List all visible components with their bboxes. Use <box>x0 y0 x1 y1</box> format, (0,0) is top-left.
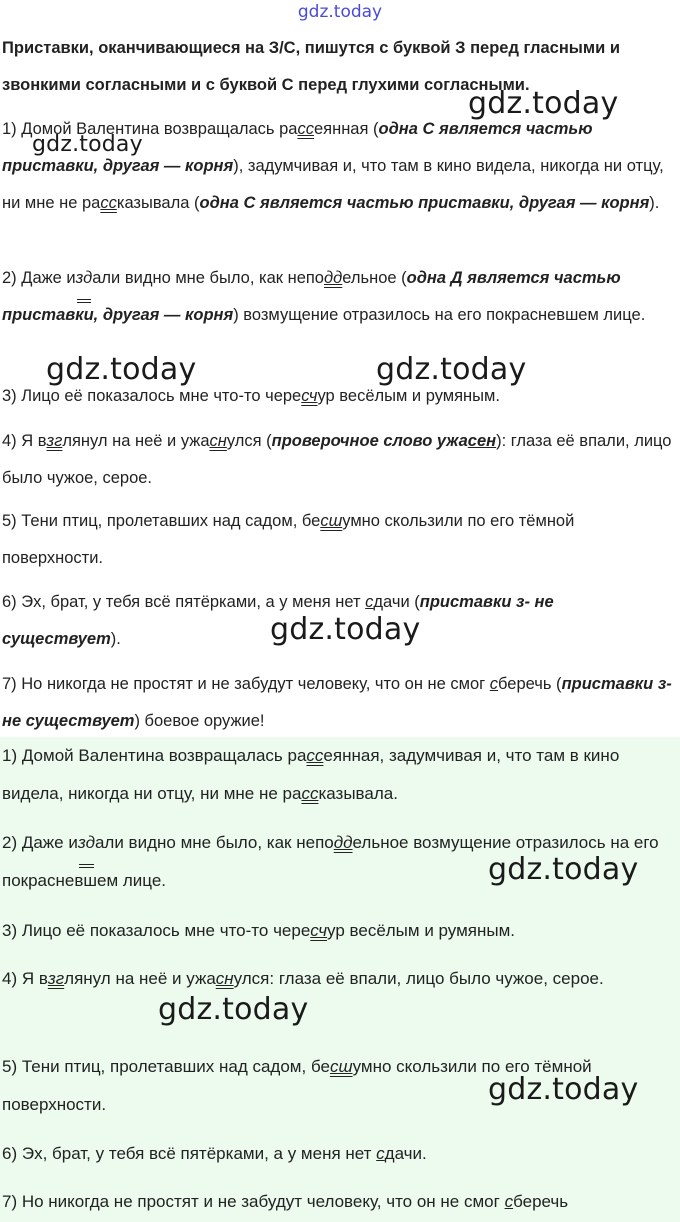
morpheme-mark: дд <box>333 833 353 852</box>
sentence-5-answer: 5) Тени птиц, пролетавших над садом, бесшумно скользили по его тёмной поверхности. <box>2 1057 592 1114</box>
morpheme-mark: сч <box>310 921 328 940</box>
sentence-7-explained: 7) Но никогда не простят и не забудут человеку, что он не смог сберечь (приставки з- не существует) боевое оружие! <box>2 675 672 730</box>
morpheme-mark: с <box>489 675 499 693</box>
explanation-note: приставки з- не существует <box>2 675 672 730</box>
morpheme-mark: сс <box>301 784 319 803</box>
morpheme-mark: сс <box>306 746 324 765</box>
morpheme-mark: сс <box>100 194 117 212</box>
morpheme-mark: сн <box>209 432 227 450</box>
morpheme-mark: дд <box>323 269 343 287</box>
morpheme-mark: сч <box>301 387 318 405</box>
sentence-3-answer: 3) Лицо её показалось мне что-то чересчур весёлым и румяным. <box>2 921 516 940</box>
sentence-4-answer: 4) Я взглянул на неё и ужаснулся: глаза её впали, лицо было чужое, серое. <box>2 969 604 988</box>
morpheme-mark: зг <box>46 432 63 450</box>
sentence-6-answer: 6) Эх, брат, у тебя всё пятёрками, а у меня нет сдачи. <box>2 1144 427 1163</box>
morpheme-mark: с <box>376 1144 385 1163</box>
sentence-7-answer: 7) Но никогда не простят и не забудут человеку, что он не смог сберечь <box>2 1192 569 1211</box>
sentence-1-explained: 1) Домой Валентина возвращалась рассеянная (одна С является частью приставки, другая — корня), задумчивая и, что там в кино видела, никогда ни отцу, ни мне не рассказывала (одна С является частью приставки, другая — корня). <box>2 120 664 212</box>
site-logo[interactable]: gdz.today <box>297 2 383 22</box>
sentence-5-explained: 5) Тени птиц, пролетавших над садом, бесшумно скользили по его тёмной поверхности. <box>2 512 575 567</box>
watermark: gdz.today <box>488 1072 639 1107</box>
rule-intro: Приставки, оканчивающиеся на З/С, пишутся с буквой З перед гласными и звонкими согласными и с буквой С перед глухими согласными. <box>2 39 620 94</box>
explanation-note: проверочное слово ужа <box>271 432 468 450</box>
watermark: gdz.today <box>468 86 619 121</box>
sentence-3-explained: 3) Лицо её показалось мне что-то чересчур весёлым и румяным. <box>2 387 500 405</box>
morpheme-mark: с <box>504 1192 514 1211</box>
watermark: gdz.today <box>46 352 197 387</box>
explanation-note: одна С является частью приставки, другая — корня <box>2 120 593 175</box>
sentence-2-explained: 2) Даже издали видно мне было, как неподдельное (одна Д является частью приставки, другая — корня) возмущение отразилось на его покрасневшем лице. <box>2 260 674 334</box>
explanation-note: приставки з- не существует <box>2 593 554 648</box>
morpheme-mark: сш <box>320 512 343 530</box>
morpheme-mark: сн <box>215 969 234 988</box>
sentence-4-explained: 4) Я взглянул на неё и ужаснулся (проверочное слово ужасен): глаза её впали, лицо было чужое, серое. <box>2 432 672 487</box>
sentence-2-answer: 2) Даже издали видно мне было, как неподдельное возмущение отразилось на его покрасневшем лице. <box>2 824 674 900</box>
morpheme-mark: сен <box>467 432 497 450</box>
watermark: gdz.today <box>158 992 309 1027</box>
morpheme-mark: зг <box>47 969 65 988</box>
morpheme-mark: с <box>365 593 374 611</box>
morpheme-mark: сс <box>297 120 314 138</box>
watermark: gdz.today <box>270 612 421 647</box>
watermark: gdz.today <box>32 132 143 157</box>
morpheme-mark: зд <box>76 260 93 297</box>
watermark: gdz.today <box>488 852 639 887</box>
watermark: gdz.today <box>376 352 527 387</box>
explanation-note: одна Д является частью приставки, другая — корня <box>2 269 621 324</box>
explanation-note: одна С является частью приставки, другая — корня <box>199 194 650 212</box>
sentence-6-explained: 6) Эх, брат, у тебя всё пятёрками, а у меня нет сдачи (приставки з- не существует). <box>2 593 554 648</box>
morpheme-mark: сш <box>329 1057 353 1076</box>
sentence-1-answer: 1) Домой Валентина возвращалась рассеянная, задумчивая и, что там в кино видела, никогда ни отцу, ни мне не рассказывала. <box>2 746 620 803</box>
morpheme-mark: зд <box>78 824 95 862</box>
